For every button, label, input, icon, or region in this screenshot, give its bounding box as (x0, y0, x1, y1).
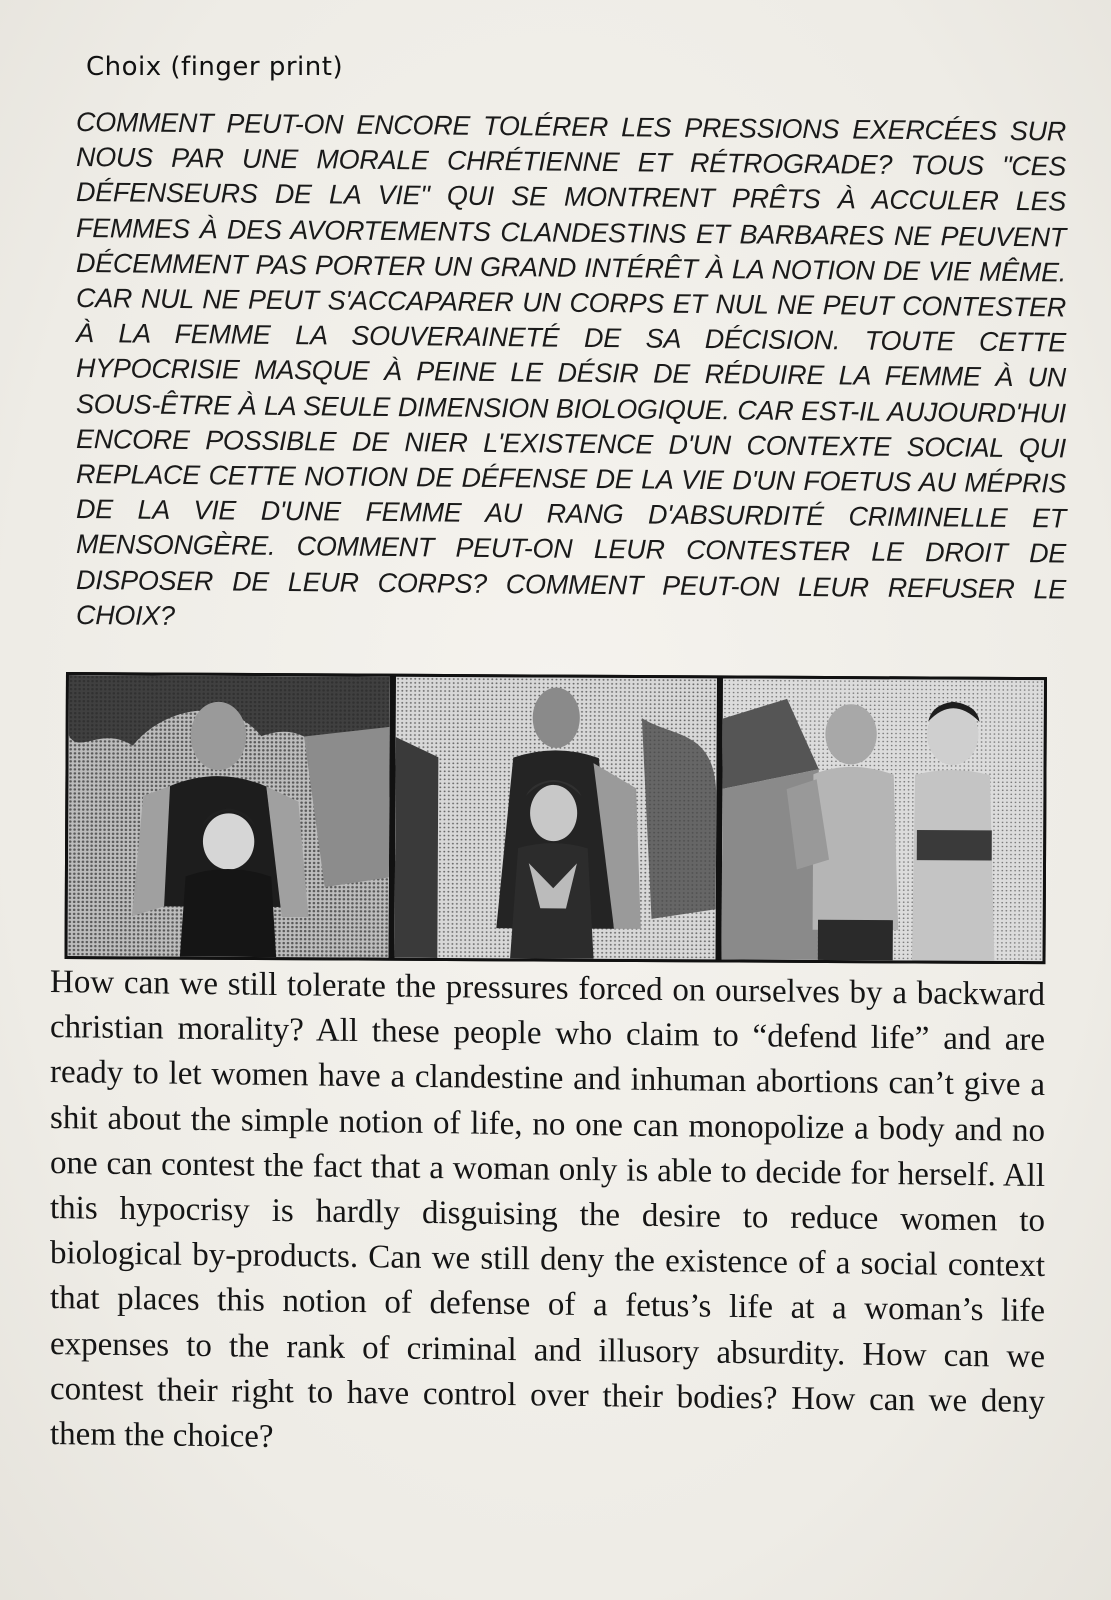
english-paragraph: How can we still tolerate the pressures forced on ourselves by a backward christian morality? All these people who claim to “defend life” and are ready to let women have a clandestine and inhuman abortions can’t give a shit about the simple notion of life, no one can monopolize a body and no one can contest the fact that a woman only is able to decide for herself. All this hypocrisy is hardly disguising the desire to reduce women to biological by-products. Can we still deny the existence of a social context that places this notion of defense of a fetus’s life at a woman’s life expenses to the rank of criminal and illusory absurdity. How can we contest their right to have control over their bodies? How can we deny them the choice? (50, 964, 1045, 1455)
photo-couple-outdoors-3 (722, 678, 1044, 961)
french-paragraph: COMMENT PEUT-ON ENCORE TOLÉRER LES PRESSIONS EXERCÉES SUR NOUS PAR UNE MORALE CHRÉTIENNE ET RÉTROGRADE? TOUS "CES DÉFENSEURS DE LA VIE" QUI SE MONTRENT PRÊTS À ACCULER LES FEMMES À DES AVORTEMENTS CLANDESTINS ET BARBARES NE PEUVENT DÉCEMMENT PAS PORTER UN GRAND INTÉRÊT À LA NOTION DE VIE MÊME. CAR NUL NE PEUT S'ACCAPARER UN CORPS ET NUL NE PEUT CONTESTER À LA FEMME LA SOUVERAINETÉ DE SA DÉCISION. TOUTE CETTE HYPOCRISIE MASQUE À PEINE LE DÉSIR DE RÉDUIRE LA FEMME À UN SOUS-ÊTRE À LA SEULE DIMENSION BIOLOGIQUE. CAR EST-IL AUJOURD'HUI ENCORE POSSIBLE DE NIER L'EXISTENCE D'UN CONTEXTE SOCIAL QUI REPLACE CETTE NOTION DE DÉFENSE DE LA VIE D'UN FOETUS AU MÉPRIS DE LA VIE D'UNE FEMME AU RANG D'ABSURDITÉ CRIMINELLE ET MENSONGÈRE. COMMENT PEUT-ON LEUR CONTESTER LE DROIT DE DISPOSER DE LEUR CORPS? COMMENT PEUT-ON LEUR REFUSER LE CHOIX? (76, 107, 1066, 631)
photo-strip (64, 672, 1046, 964)
photo-couple-swimsuits-2 (395, 677, 717, 960)
photo-3-image (722, 678, 1044, 961)
photo-1-image (68, 675, 390, 958)
photo-couple-swimsuits-1 (68, 675, 390, 958)
photo-2-image (395, 677, 717, 960)
page-title: Choix (finger print) (86, 52, 344, 82)
